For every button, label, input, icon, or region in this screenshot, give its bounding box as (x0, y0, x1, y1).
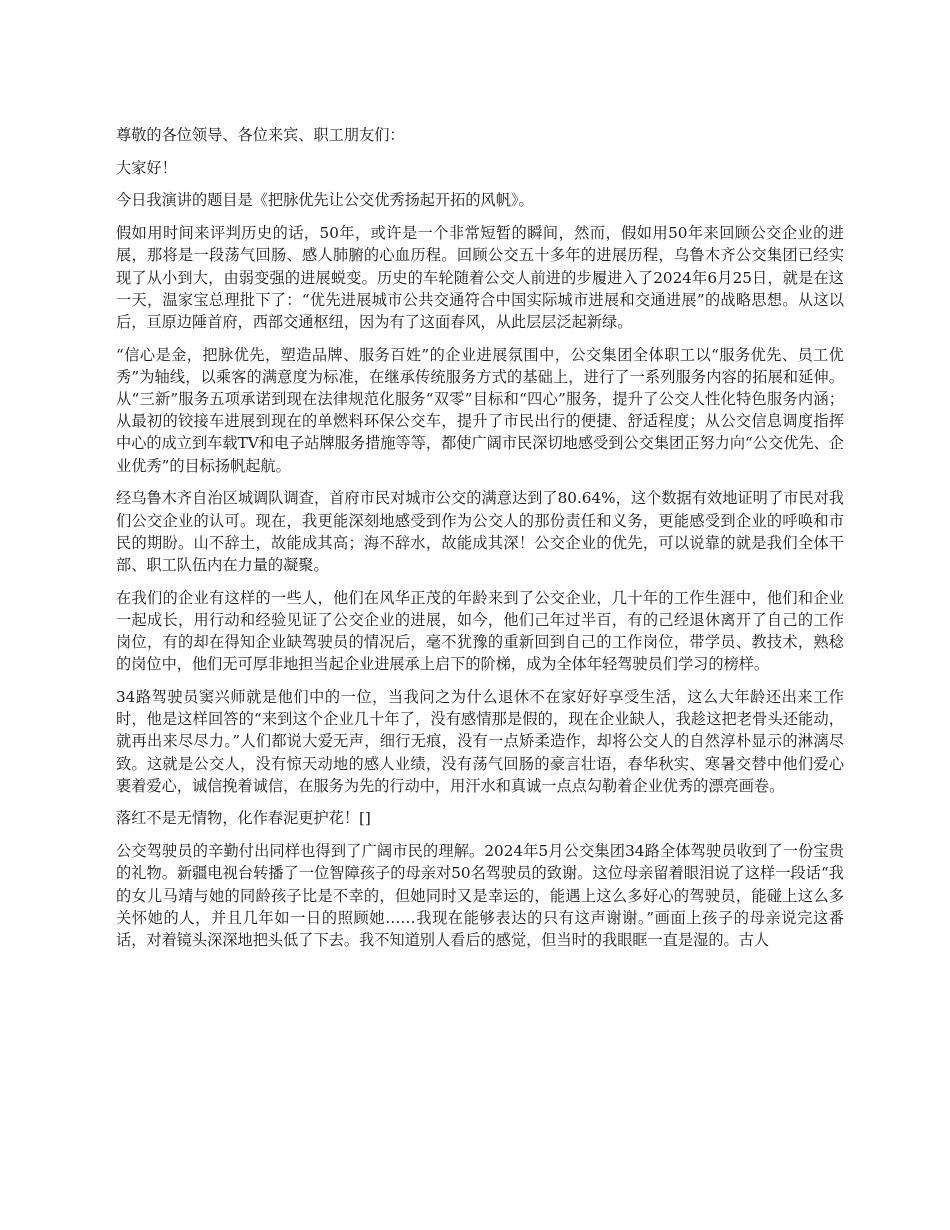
document-body (116, 124, 844, 962)
paragraph-satisfaction: 经乌鲁木齐自治区城调队调查，首府市民对城市公交的满意达到了80.64%，这个数据有效地证明了市民对我们公交企业的认可。现在，我更能深刻地感受到作为公交人的那份责任和义务，更能感受到企业的呼唤和市民的期盼。山不辞土，故能成其高；海不辞水，故能成其深！公交企业的优先，可以说靠的就是我们全体干部、职工队伍内在力量的凝聚。 (116, 489, 844, 574)
paragraph-poem: 落红不是无情物，化作春泥更护花！[] (116, 809, 371, 828)
paragraph-driver-story: 34路驾驶员窦兴师就是他们中的一位，当我问之为什么退休不在家好好享受生活，这么大年龄还出来工作时，他是这样回答的“来到这个企业几十年了，没有感情那是假的，现在企业缺人，我趁这把老骨头还能动，就再出来尽尽力。”人们都说大爱无声，细行无痕，没有一点矫柔造作，却将公交人的自然淳朴显示的淋漓尽致。这就是公交人，没有惊天动地的感人业绩，没有荡气回肠的豪言壮语，春华秋实、寒暑交替中他们爱心裹着爱心，诚信挽着诚信，在服务为先的行动中，用汗水和真诚一点点勾勒着企业优秀的漂亮画卷。 (116, 687, 844, 795)
paragraph-service: “信心是金，把脉优先，塑造品牌、服务百姓”的企业进展氛围中，公交集团全体职工以“服务优先、员工优秀”为轴线，以乘客的满意度为标准，在继承传统服务方式的基础上，进行了一系列服务内容的拓展和延伸。从“三新”服务五项承诺到现在法律规范化服务“双零”目标和“四心”服务，提升了公交人性化特色服务内涵；从最初的铰接车进展到现在的单燃料环保公交车，提升了市民出行的便捷、舒适程度；从公交信息调度指挥中心的成立到车载TV和电子站牌服务措施等等，都使广阔市民深切地感受到公交集团正努力向“公交优先、企业优秀”的目标扬帆起航。 (116, 345, 844, 475)
paragraph-veterans: 在我们的企业有这样的一些人，他们在风华正茂的年龄来到了公交企业，几十年的工作生涯中，他们和企业一起成长，用行动和经验见证了公交企业的进展，如今，他们己年过半百，有的己经退休离开了自己的工作岗位，有的却在得知企业缺驾驶员的情况后，毫不犹豫的重新回到自己的工作岗位，带学员、教技术，熟稔的岗位中，他们无可厚非地担当起企业进展承上启下的阶梯，成为全体年轻驾驶员们学习的榜样。 (116, 588, 844, 674)
paragraph-gratitude: 公交驾驶员的辛勤付出同样也得到了广阔市民的理解。2024年5月公交集团34路全体驾驶员收到了一份宝贵的礼物。新疆电视台转播了一位智障孩子的母亲对50名驾驶员的致谢。这位母亲留着眼泪说了这样一段话“我的女儿马靖与她的同龄孩子比是不幸的，但她同时又是幸运的，能遇上这么多好心的驾驶员，能碰上这么多关怀她的人，并且几年如一日的照顾她……我现在能够表达的只有这声谢谢。”画面上孩子的母亲说完这番话，对着镜头深深地把头低了下去。我不知道别人看后的感觉，但当时的我眼眶一直是湿的。古人 (116, 842, 844, 949)
greeting: 大家好！ (116, 158, 177, 177)
salutation: 尊敬的各位领导、各位来宾、职工朋友们： (116, 126, 405, 144)
speech-topic: 今日我演讲的题目是《把脉优先让公交优秀扬起开拓的风帆》。 (116, 191, 534, 210)
paragraph-history: 假如用时间来评判历史的话，50年，或许是一个非常短暂的瞬间，然而，假如用50年来回顾公交企业的进展，那将是一段荡气回肠、感人肺腑的心血历程。回顾公交五十多年的进展历程，乌鲁木齐公交集团已经实现了从小到大，由弱变强的进展蜕变。历史的车轮随着公交人前进的步履进入了2024年6月25日，就是在这一天，温家宝总理批下了：“优先进展城市公共交通符合中国实际城市进展和交通进展”的战略思想。从这以后，亘原边陲首府，西部交通枢纽，因为有了这面春风，从此层层泛起新绿。 (116, 224, 844, 331)
